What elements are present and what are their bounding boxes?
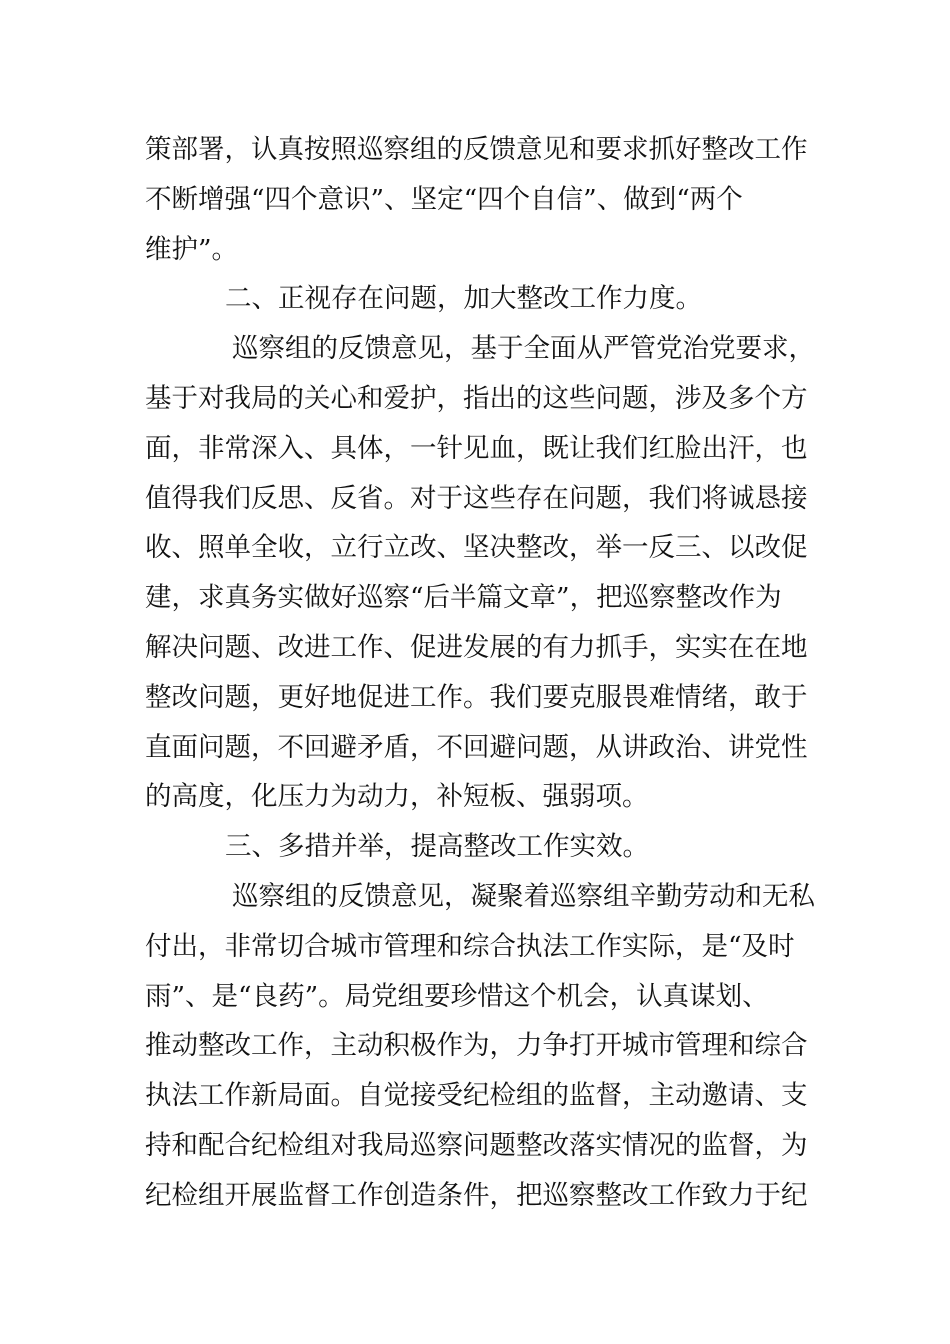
text-line: 不断增强“四个意识”、坚定“四个自信”、做到“两个 xyxy=(145,183,743,215)
text-line: 值得我们反思、反省。对于这些存在问题，我们将诚恳接 xyxy=(145,482,808,514)
text-line: 收、照单全收，立行立改、坚决整改，举一反三、以改促 xyxy=(145,532,808,564)
text-line: 推动整改工作，主动积极作为，力争打开城市管理和综合 xyxy=(145,1030,808,1062)
section-heading-2: 二、正视存在问题，加大整改工作力度。 xyxy=(225,283,702,315)
text-line: 纪检组开展监督工作创造条件，把巡察整改工作致力于纪 xyxy=(145,1179,808,1211)
document-body xyxy=(145,125,815,1221)
text-line: 的高度，化压力为动力，补短板、强弱项。 xyxy=(145,781,649,813)
text-line: 基于对我局的关心和爱护，指出的这些问题，涉及多个方 xyxy=(145,382,808,414)
paragraph-start: 巡察组的反馈意见，基于全面从严管党治党要求， xyxy=(232,333,815,365)
text-line: 雨”、是“良药”。局党组要珍惜这个机会，认真谋划、 xyxy=(145,980,769,1012)
text-line: 持和配合纪检组对我局巡察问题整改落实情况的监督，为 xyxy=(145,1129,808,1161)
text-line: 面，非常深入、具体，一针见血，既让我们红脸出汗，也 xyxy=(145,432,808,464)
paragraph-start: 巡察组的反馈意见，凝聚着巡察组辛勤劳动和无私 xyxy=(232,880,815,912)
text-line: 整改问题，更好地促进工作。我们要克服畏难情绪，敢于 xyxy=(145,681,808,713)
text-line: 执法工作新局面。自觉接受纪检组的监督，主动邀请、支 xyxy=(145,1080,808,1112)
section-heading-3: 三、多措并举，提高整改工作实效。 xyxy=(225,831,649,863)
text-line: 解决问题、改进工作、促进发展的有力抓手，实实在在地 xyxy=(145,631,808,663)
text-line: 维护”。 xyxy=(145,233,239,265)
text-line: 付出，非常切合城市管理和综合执法工作实际，是“及时 xyxy=(145,930,795,962)
text-line: 建，求真务实做好巡察“后半篇文章”，把巡察整改作为 xyxy=(145,582,782,614)
text-line: 直面问题，不回避矛盾，不回避问题，从讲政治、讲党性 xyxy=(145,731,808,763)
text-line: 策部署，认真按照巡察组的反馈意见和要求抓好整改工作 xyxy=(145,134,808,165)
